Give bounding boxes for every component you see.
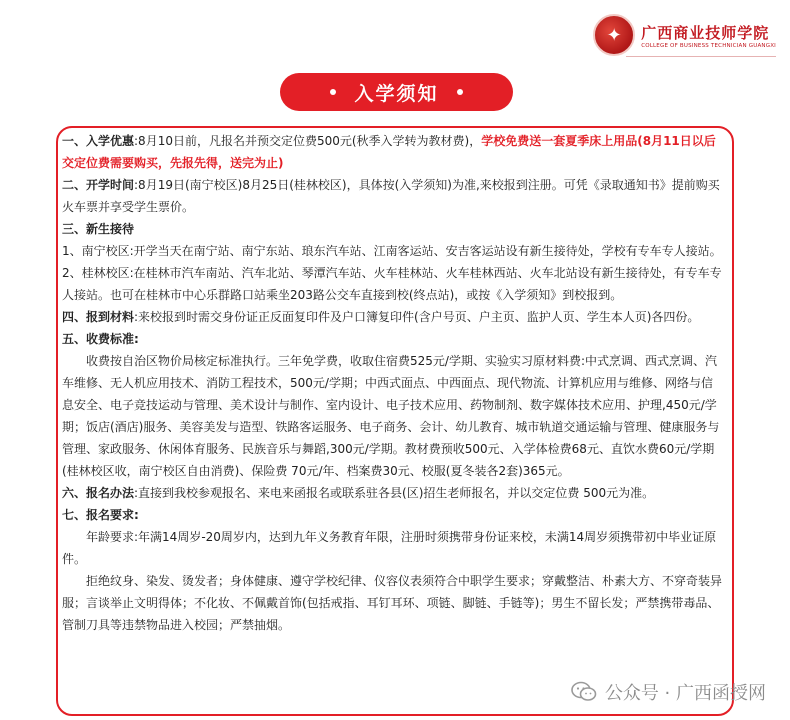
section-heading: 三、新生接待 [62,222,135,236]
college-name: 广西商业技师学院 [641,23,770,42]
notice-body [62,130,722,636]
college-emblem-icon: ✦ [593,14,635,56]
section-text: 收费按自治区物价局核定标准执行。三年免学费，收取住宿费525元/学期、实验实习原材料费:中式烹调、西式烹调、汽车维修、无人机应用技术、消防工程技术，500元/学期；中西式面点、中西面点、现代物流、计算机应用与维修、网络与信息安全、电子竞技运动与管理、美术设计与制作、室内设计、电子技术应用、药物制剂、数字媒体技术应用、护理,450元/学期；饭店(酒店)服务、美容美发与造型、铁路客运服务、电子商务、会计、幼儿教育、城市轨道交通运输与管理、健康服务与管理、家政服务、休闲体育服务、民族音乐与舞蹈,300元/学期。教材费预收500元、入学体检费68元、直饮水费60元/学期(桂林校区收，南宁校区自由消费)、保险费 70元/年、档案费30元、校服(夏冬装各2套)365元。 [62,354,720,478]
section-text: 1、南宁校区:开学当天在南宁站、南宁东站、琅东汽车站、江南客运站、安吉客运站设有新生接待处，学校有专车专人接站。 [62,244,722,258]
bullet-dot-icon [457,89,463,95]
section-heading: 六、报名办法 [62,486,135,500]
section-heading: 四、报到材料 [62,310,135,324]
section-discount [62,130,722,174]
section-heading: 五、收费标准: [62,332,139,346]
section-enrollment-method [62,482,722,504]
college-logo [593,12,776,58]
bullet-dot-icon [330,89,336,95]
section-start-date [62,174,722,218]
section-text: :直接到我校参观报名、来电来函报名或联系驻各县(区)招生老师报名，并以交定位费 500元为准。 [134,486,655,500]
watermark-text: 公众号 · 广西函授网 [604,683,766,704]
section-text: :8月19日(南宁校区)8月25日(桂林校区)，具体按(入学须知)为准,来校报到注册。可凭《录取通知书》提前购买火车票并享受学生票价。 [62,178,720,214]
section-heading: 二、开学时间 [62,178,135,192]
section-highlight: 学校免费送一套夏季床上用品(8月11日以后交定位费需要购买，先报先得，送完为止) [62,134,716,170]
college-name-en: COLLEGE OF BUSINESS TECHNICIAN GUANGXI [641,42,776,49]
section-text: 2、桂林校区:在桂林市汽车南站、汽车北站、琴潭汽车站、火车桂林站、火车桂林西站、火车北站设有新生接待处，有专车专人接站。也可在桂林市中心乐群路口站乘坐203路公交车直接到校(终点站)，或按《入学须知》到校报到。 [62,266,722,302]
section-heading: 七、报名要求: [62,508,139,522]
section-text: 拒绝纹身、染发、烫发者；身体健康、遵守学校纪律、仪容仪表须符合中职学生要求；穿戴整洁、朴素大方、不穿奇装异服；言谈举止文明得体；不化妆、不佩戴首饰(包括戒指、耳钉耳环、项链、脚链、手链等)；男生不留长发；严禁携带毒品、管制刀具等违禁物品进入校园；严禁抽烟。 [62,574,723,632]
watermark [571,678,766,706]
section-materials [62,306,722,328]
section-heading: 一、入学优惠 [62,134,135,148]
section-text: :来校报到时需交身份证正反面复印件及户口簿复印件(含户号页、户主页、监护人页、学生本人页)各四份。 [134,310,700,324]
page-title: 入学须知 [354,82,439,105]
section-text: 年龄要求:年满14周岁-20周岁内，达到九年义务教育年限，注册时须携带身份证来校，未满14周岁须携带初中毕业证原件。 [62,530,717,566]
wechat-icon [571,681,597,703]
page-title-banner [280,73,513,111]
section-text: :8月10日前，凡报名并预交定位费500元(秋季入学转为教材费)， [134,134,482,148]
header-divider [626,56,776,57]
